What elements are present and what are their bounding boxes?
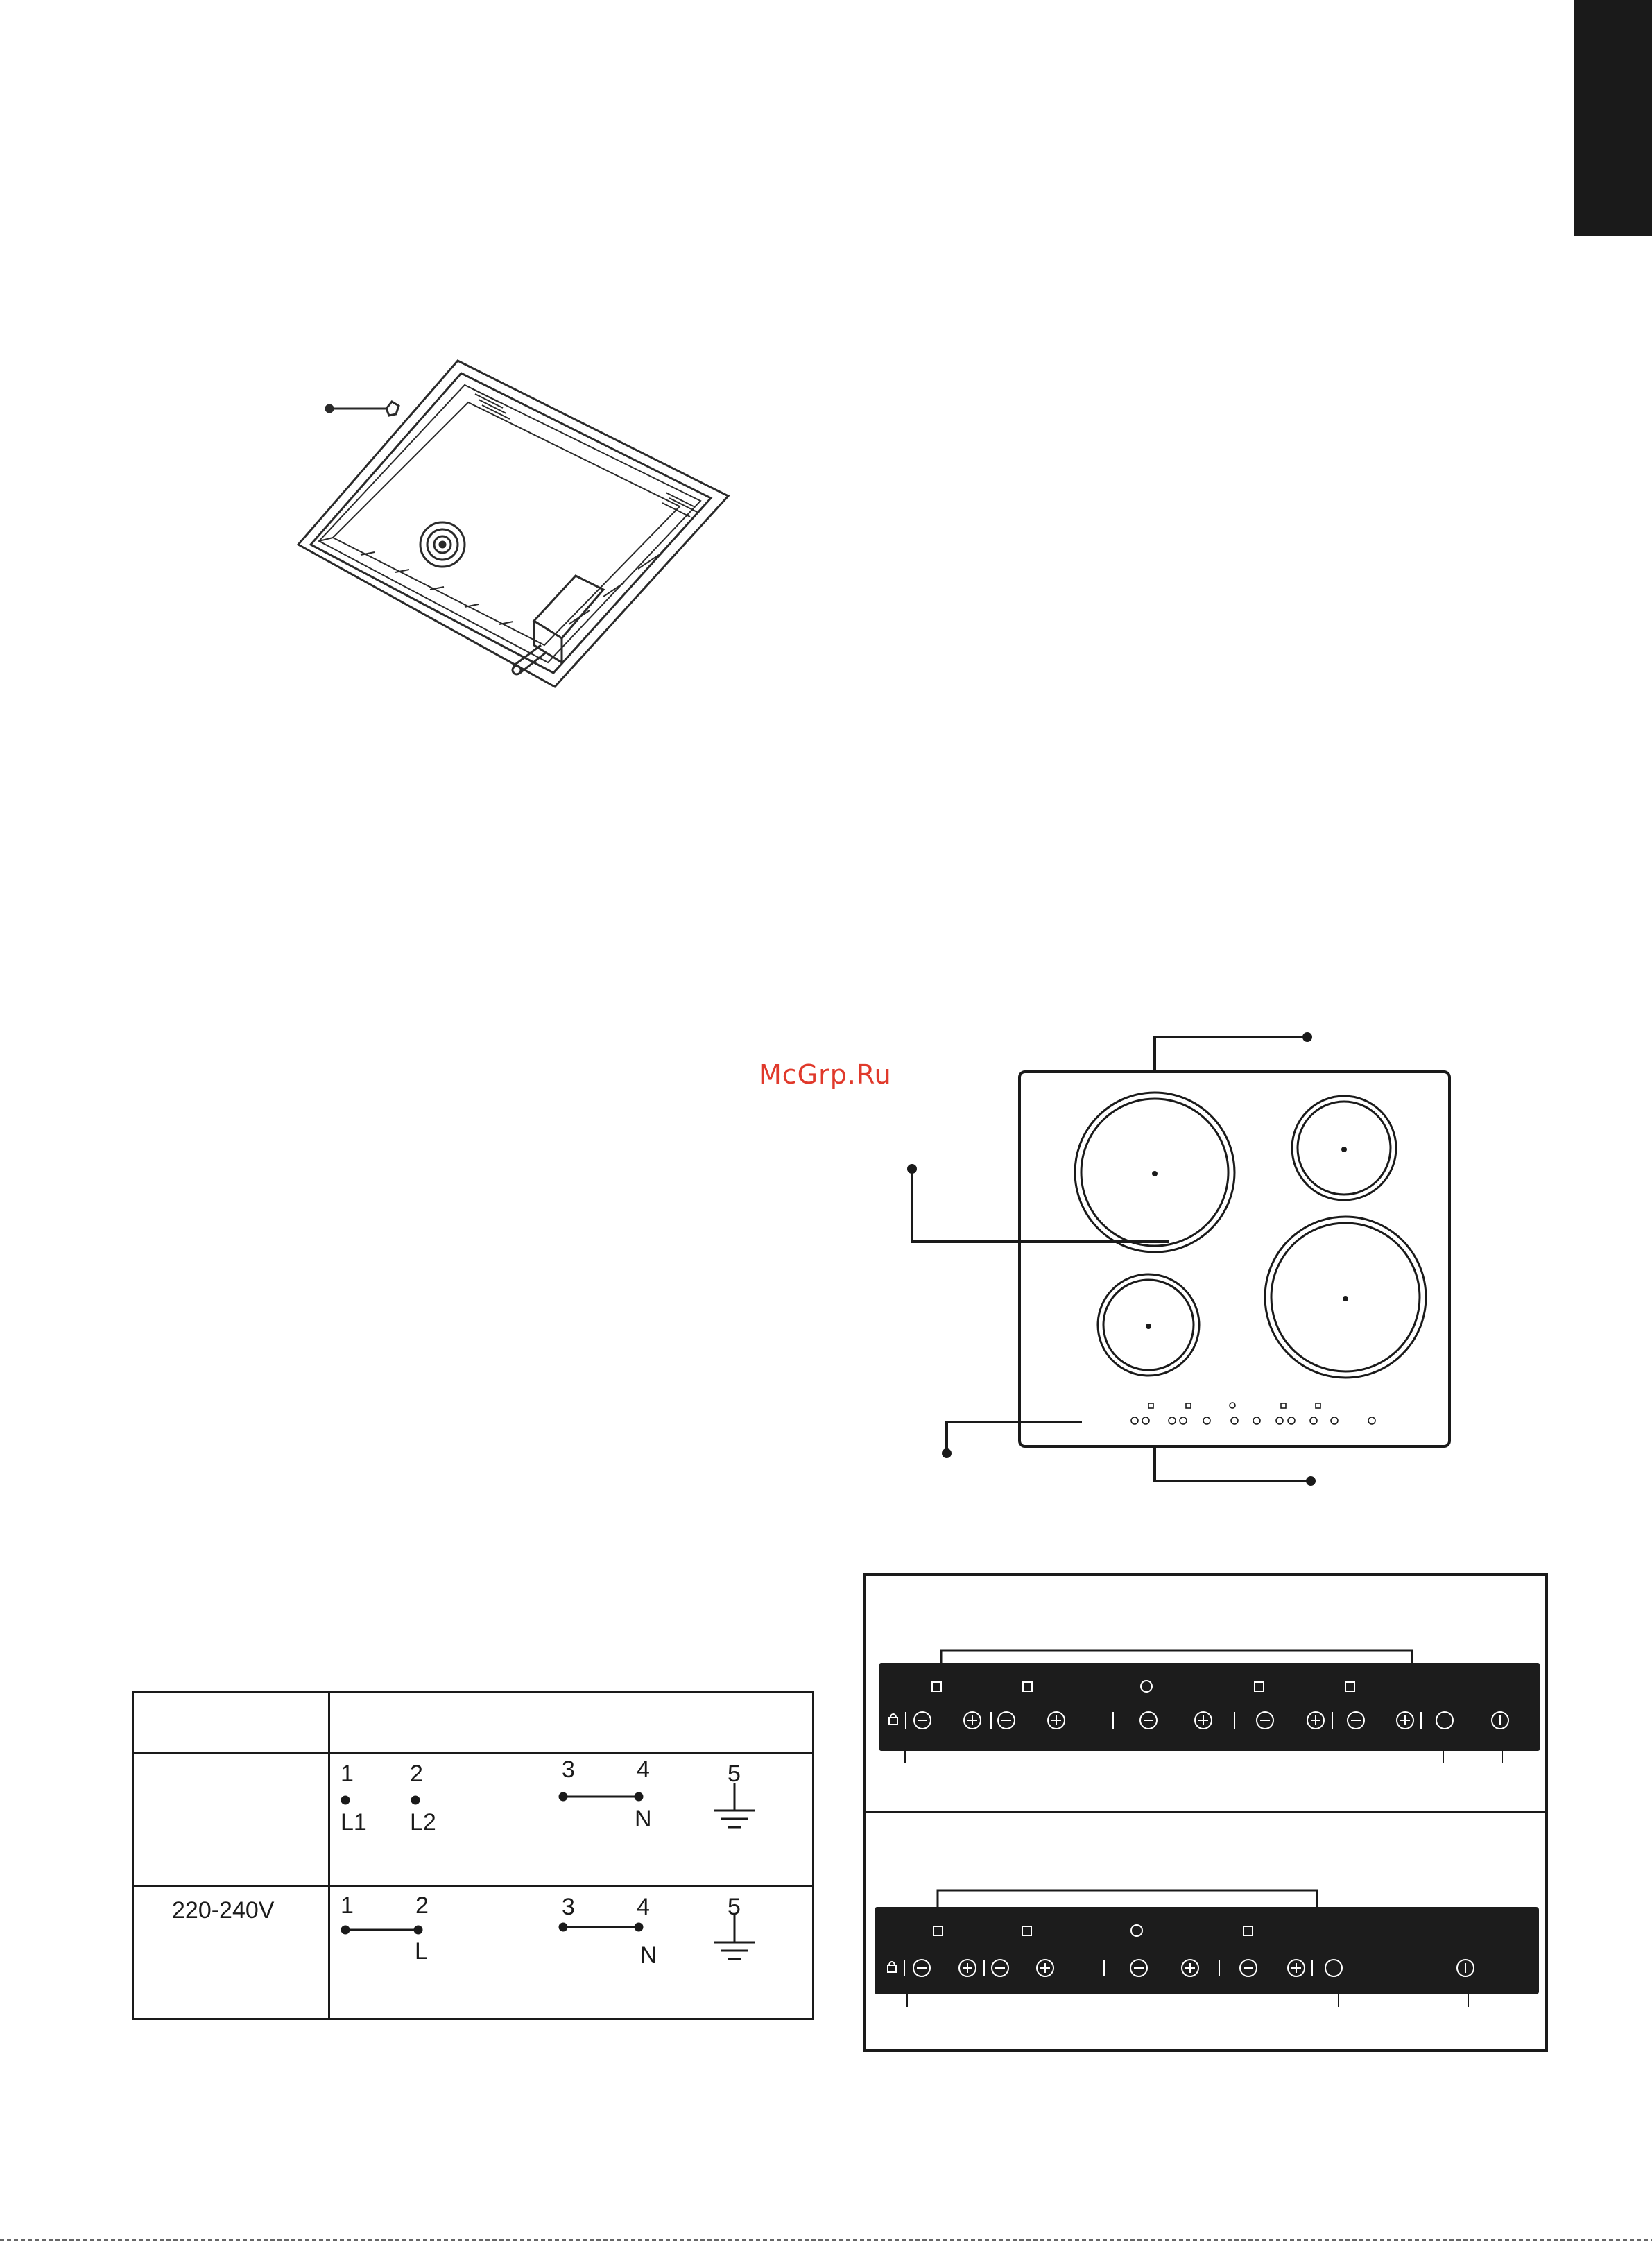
terminal-number: 2 — [410, 1761, 423, 1787]
connection-table — [132, 1691, 814, 2020]
hob-top-view-diagram — [888, 1027, 1484, 1505]
terminal-number: 5 — [728, 1761, 741, 1787]
ground-symbol-icon — [714, 1915, 755, 1959]
language-tab — [1574, 0, 1652, 236]
terminal-label: L2 — [410, 1809, 436, 1835]
cooking-zone-large-rear-right — [1265, 1217, 1426, 1378]
voltage-label: 220-240V — [172, 1897, 275, 1924]
table-header-divider — [134, 1752, 812, 1754]
row1-wiring — [335, 1783, 793, 1859]
row2-wiring — [335, 1915, 793, 1991]
terminal-number: 2 — [415, 1892, 429, 1919]
cooking-zone-small-front-left — [1098, 1274, 1199, 1376]
terminal-number: 5 — [728, 1894, 741, 1920]
table-row-divider — [134, 1885, 812, 1887]
control-panel-figure — [863, 1573, 1548, 2052]
hob-installation-drawing — [291, 347, 749, 694]
terminal-number: 4 — [637, 1894, 650, 1920]
terminal-label: L1 — [341, 1809, 367, 1835]
table-column-divider — [328, 1693, 330, 2018]
terminal-number: 3 — [562, 1894, 575, 1920]
ground-symbol-icon — [714, 1783, 755, 1827]
terminal-label: L — [415, 1938, 428, 1965]
element-coil — [420, 522, 465, 567]
cooking-zone-small-rear-right — [1292, 1096, 1396, 1200]
terminal-number: 1 — [341, 1892, 354, 1919]
control-panel-3-zones — [866, 1813, 1551, 2052]
terminal-number: 1 — [341, 1761, 354, 1787]
control-panel-4-zones — [866, 1576, 1551, 1811]
cooking-zone-large-front-left — [1075, 1093, 1234, 1252]
terminal-label: N — [640, 1942, 657, 1969]
terminal-label: N — [635, 1806, 652, 1832]
mini-control-strip — [1131, 1403, 1375, 1424]
watermark-text: McGrp.Ru — [759, 1059, 892, 1090]
terminal-number: 3 — [562, 1756, 575, 1783]
terminal-number: 4 — [637, 1756, 650, 1783]
page-footer-rule — [0, 2239, 1652, 2241]
